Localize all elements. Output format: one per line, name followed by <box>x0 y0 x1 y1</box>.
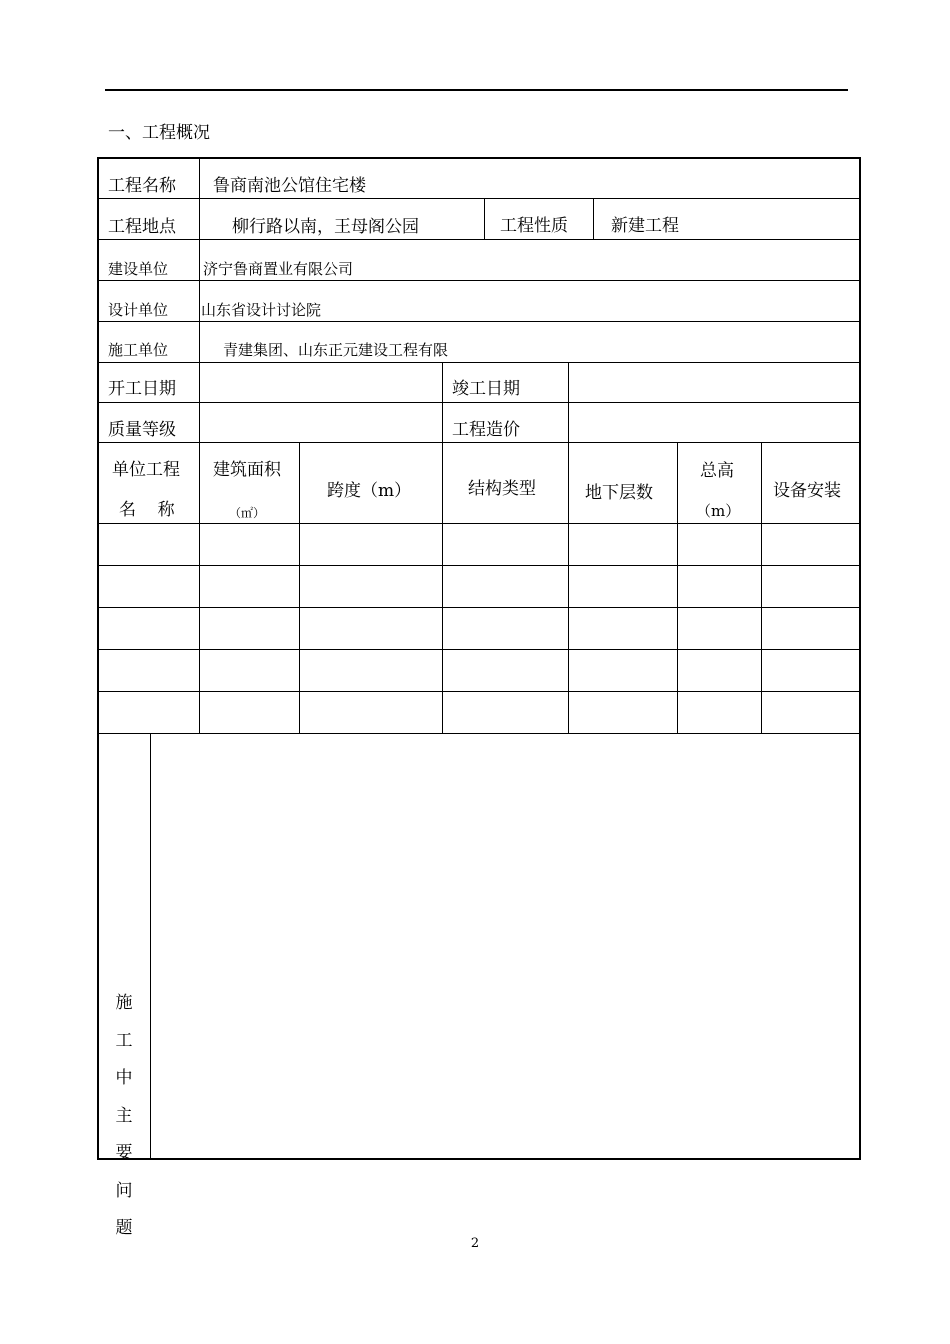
project-name-value[interactable]: 鲁商南池公馆住宅楼 <box>213 176 366 196</box>
header-span: 跨度（m） <box>327 481 412 501</box>
issues-label: 施 工 中 主 要 问 题 <box>115 993 133 1238</box>
contractor-value[interactable]: 青建集团、山东正元建设工程有限 <box>223 341 449 359</box>
designer-label: 设计单位 <box>108 301 169 319</box>
header-height-line1: 总高 <box>700 461 734 481</box>
project-name-label: 工程名称 <box>108 176 176 196</box>
header-structure-type: 结构类型 <box>468 479 536 499</box>
header-rule <box>105 89 848 91</box>
issues-content[interactable] <box>159 745 849 1145</box>
project-nature-label: 工程性质 <box>500 216 568 236</box>
project-location-value[interactable]: 柳行路以南，王母阁公园 <box>232 217 419 237</box>
finish-date-label: 竣工日期 <box>452 379 520 399</box>
header-height-unit: （m） <box>696 502 741 520</box>
header-equipment: 设备安装 <box>773 481 841 501</box>
project-cost-label: 工程造价 <box>452 420 520 440</box>
start-date-label: 开工日期 <box>108 379 176 399</box>
project-location-label: 工程地点 <box>108 217 176 237</box>
quality-grade-label: 质量等级 <box>108 420 176 440</box>
section-title: 一、工程概况 <box>108 123 210 143</box>
header-unit-name-line1: 单位工程 <box>112 460 180 480</box>
project-nature-value[interactable]: 新建工程 <box>611 216 679 236</box>
owner-label: 建设单位 <box>108 260 169 278</box>
project-overview-form <box>97 157 861 1238</box>
header-basement-floors: 地下层数 <box>585 483 653 503</box>
page-number: 2 <box>470 1236 480 1251</box>
owner-value[interactable]: 济宁鲁商置业有限公司 <box>203 260 354 278</box>
designer-value[interactable]: 山东省设计讨论院 <box>201 301 322 319</box>
header-unit-name-line2: 名 称 <box>119 500 175 520</box>
contractor-label: 施工单位 <box>108 341 169 359</box>
header-area-unit: （㎡） <box>229 506 266 520</box>
header-area-line1: 建筑面积 <box>213 460 281 480</box>
